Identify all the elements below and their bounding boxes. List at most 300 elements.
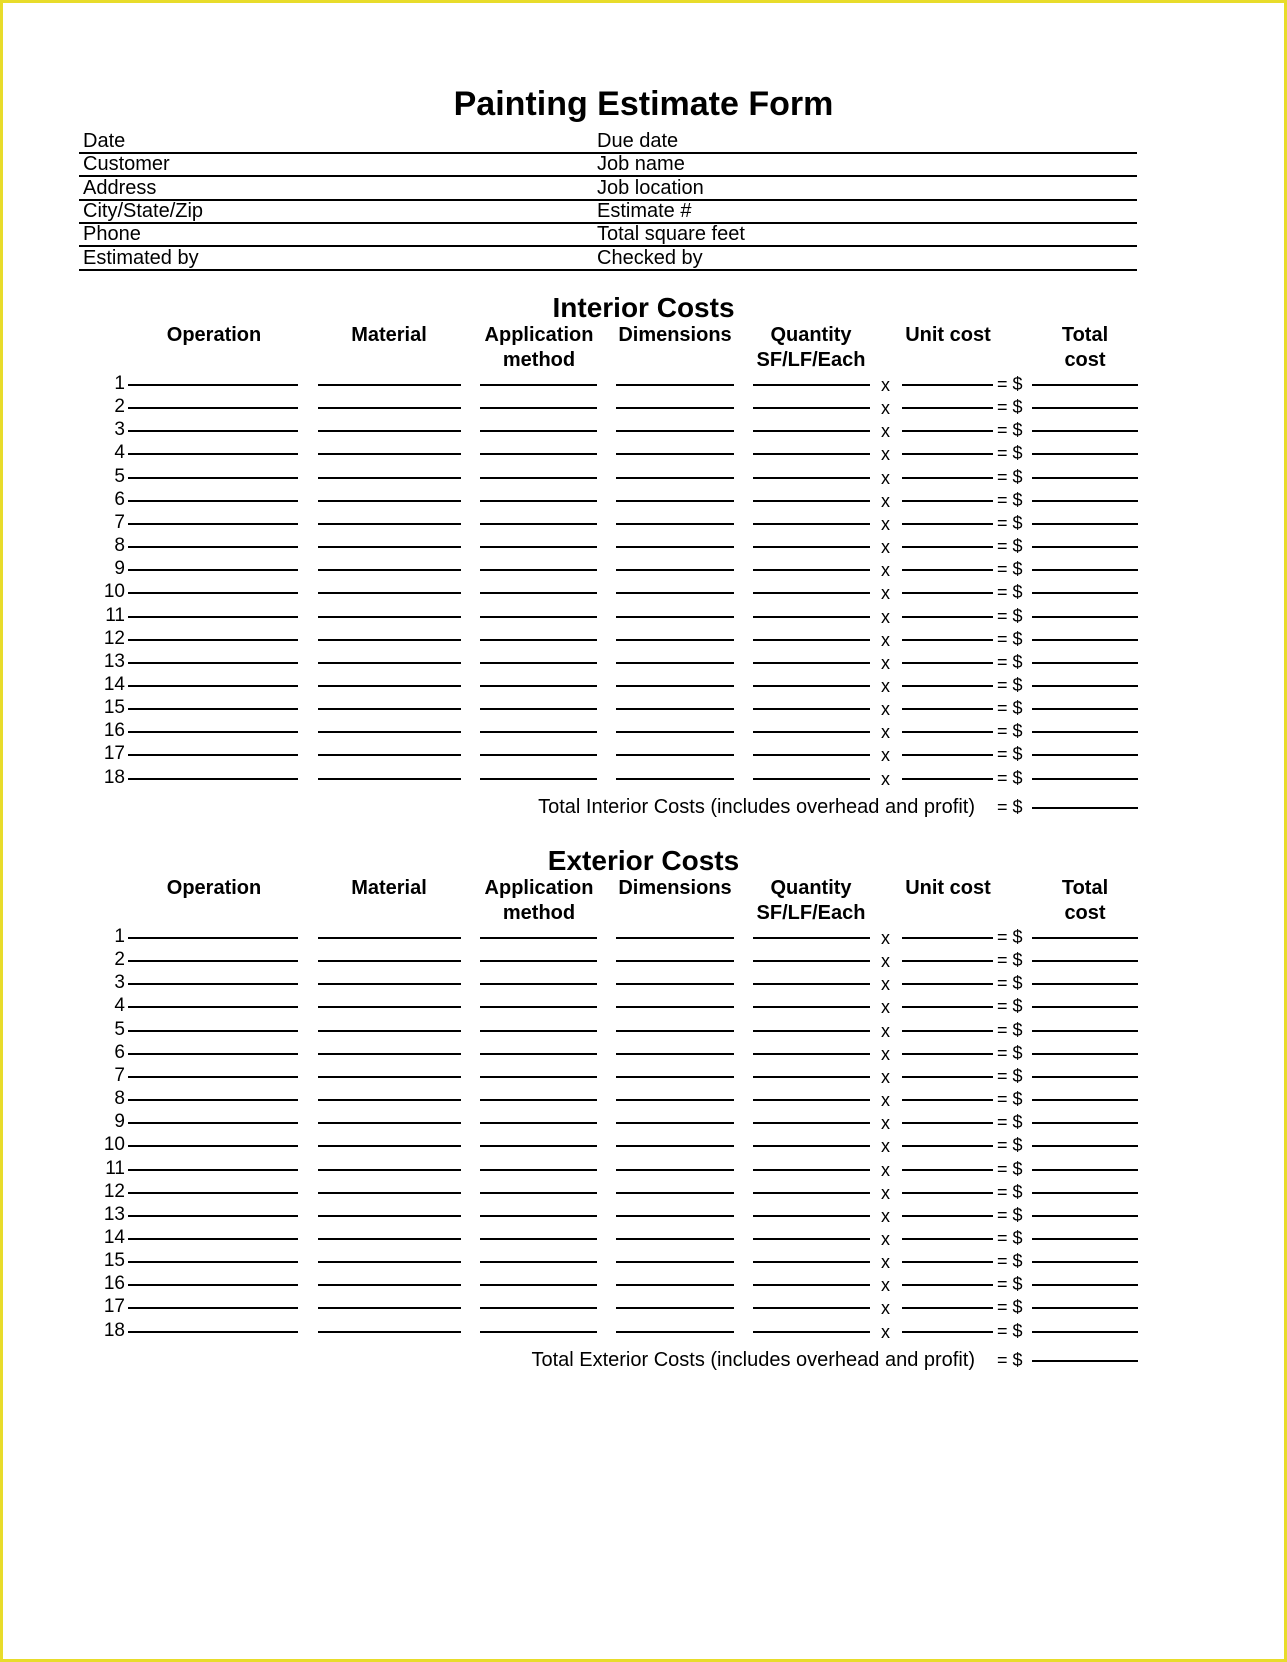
row-9-material-field[interactable] — [318, 1122, 461, 1124]
row-15-total-cost-field[interactable] — [1032, 708, 1138, 710]
row-2-dimensions-field[interactable] — [616, 960, 734, 962]
row-15-operation-field[interactable] — [128, 708, 298, 710]
row-4-unit-cost-field[interactable] — [902, 453, 993, 455]
row-10-quantity-sf-lf-each-field[interactable] — [753, 1145, 870, 1147]
row-13-operation-field[interactable] — [128, 662, 298, 664]
row-10-total-cost-field[interactable] — [1032, 592, 1138, 594]
row-2-quantity-sf-lf-each-field[interactable] — [753, 960, 870, 962]
row-6-dimensions-field[interactable] — [616, 1053, 734, 1055]
row-17-operation-field[interactable] — [128, 1307, 298, 1309]
row-1-operation-field[interactable] — [128, 937, 298, 939]
row-14-operation-field[interactable] — [128, 1238, 298, 1240]
row-9-application-method-field[interactable] — [480, 1122, 597, 1124]
row-1-dimensions-field[interactable] — [616, 384, 734, 386]
row-12-operation-field[interactable] — [128, 1192, 298, 1194]
row-11-quantity-sf-lf-each-field[interactable] — [753, 616, 870, 618]
row-14-operation-field[interactable] — [128, 685, 298, 687]
row-2-total-cost-field[interactable] — [1032, 407, 1138, 409]
row-3-material-field[interactable] — [318, 430, 461, 432]
row-7-material-field[interactable] — [318, 1076, 461, 1078]
row-9-dimensions-field[interactable] — [616, 569, 734, 571]
row-10-quantity-sf-lf-each-field[interactable] — [753, 592, 870, 594]
row-16-quantity-sf-lf-each-field[interactable] — [753, 731, 870, 733]
row-5-application-method-field[interactable] — [480, 1030, 597, 1032]
row-2-application-method-field[interactable] — [480, 407, 597, 409]
section-title: Interior Costs — [552, 292, 735, 323]
row-10-application-method-field[interactable] — [480, 592, 597, 594]
row-9-unit-cost-field[interactable] — [902, 1122, 993, 1124]
row-13-total-cost-field[interactable] — [1032, 662, 1138, 664]
row-17-operation-field[interactable] — [128, 754, 298, 756]
row-4-application-method-field[interactable] — [480, 453, 597, 455]
header-entry-line[interactable] — [79, 269, 1137, 271]
row-6-unit-cost-field[interactable] — [902, 500, 993, 502]
row-14-total-cost-field[interactable] — [1032, 685, 1138, 687]
row-4-dimensions-field[interactable] — [616, 1006, 734, 1008]
row-14-application-method-field[interactable] — [480, 1238, 597, 1240]
row-9-total-cost-field[interactable] — [1032, 1122, 1138, 1124]
row-7-operation-field[interactable] — [128, 1076, 298, 1078]
row-8-quantity-sf-lf-each-field[interactable] — [753, 546, 870, 548]
row-6-application-method-field[interactable] — [480, 1053, 597, 1055]
row-11-unit-cost-field[interactable] — [902, 1169, 993, 1171]
row-15-operation-field[interactable] — [128, 1261, 298, 1263]
row-4-total-cost-field[interactable] — [1032, 453, 1138, 455]
row-11-application-method-field[interactable] — [480, 1169, 597, 1171]
row-10-unit-cost-field[interactable] — [902, 592, 993, 594]
row-16-operation-field[interactable] — [128, 1284, 298, 1286]
row-12-material-field[interactable] — [318, 1192, 461, 1194]
row-14-material-field[interactable] — [318, 685, 461, 687]
row-16-operation-field[interactable] — [128, 731, 298, 733]
row-17-quantity-sf-lf-each-field[interactable] — [753, 754, 870, 756]
row-2-operation-field[interactable] — [128, 407, 298, 409]
multiply-sign: x — [881, 1298, 890, 1319]
row-17-dimensions-field[interactable] — [616, 754, 734, 756]
multiply-sign: x — [881, 675, 890, 696]
row-7-dimensions-field[interactable] — [616, 1076, 734, 1078]
row-10-operation-field[interactable] — [128, 1145, 298, 1147]
row-3-application-method-field[interactable] — [480, 983, 597, 985]
row-15-unit-cost-field[interactable] — [902, 1261, 993, 1263]
row-17-application-method-field[interactable] — [480, 1307, 597, 1309]
row-18-total-cost-field[interactable] — [1032, 1331, 1138, 1333]
row-3-operation-field[interactable] — [128, 430, 298, 432]
row-1-quantity-sf-lf-each-field[interactable] — [753, 384, 870, 386]
row-2-material-field[interactable] — [318, 407, 461, 409]
row-17-material-field[interactable] — [318, 754, 461, 756]
row-6-material-field[interactable] — [318, 1053, 461, 1055]
row-8-dimensions-field[interactable] — [616, 546, 734, 548]
row-number: 3 — [114, 972, 125, 994]
header-label-date: Date — [83, 130, 126, 152]
row-1-quantity-sf-lf-each-field[interactable] — [753, 937, 870, 939]
row-7-quantity-sf-lf-each-field[interactable] — [753, 523, 870, 525]
multiply-sign: x — [881, 1020, 890, 1041]
row-1-unit-cost-field[interactable] — [902, 937, 993, 939]
row-14-dimensions-field[interactable] — [616, 685, 734, 687]
row-10-application-method-field[interactable] — [480, 1145, 597, 1147]
total-equals-dollar-sign: = $ — [997, 796, 1023, 817]
row-16-material-field[interactable] — [318, 1284, 461, 1286]
multiply-sign: x — [881, 398, 890, 419]
row-10-material-field[interactable] — [318, 1145, 461, 1147]
row-6-operation-field[interactable] — [128, 1053, 298, 1055]
row-18-application-method-field[interactable] — [480, 778, 597, 780]
multiply-sign: x — [881, 490, 890, 511]
row-10-total-cost-field[interactable] — [1032, 1145, 1138, 1147]
row-7-total-cost-field[interactable] — [1032, 523, 1138, 525]
row-5-dimensions-field[interactable] — [616, 1030, 734, 1032]
column-header-unit-cost: Unit cost — [905, 877, 991, 899]
row-7-application-method-field[interactable] — [480, 523, 597, 525]
row-18-dimensions-field[interactable] — [616, 1331, 734, 1333]
row-13-total-cost-field[interactable] — [1032, 1215, 1138, 1217]
row-13-application-method-field[interactable] — [480, 662, 597, 664]
row-4-unit-cost-field[interactable] — [902, 1006, 993, 1008]
row-3-unit-cost-field[interactable] — [902, 983, 993, 985]
row-17-quantity-sf-lf-each-field[interactable] — [753, 1307, 870, 1309]
row-8-total-cost-field[interactable] — [1032, 546, 1138, 548]
row-1-total-cost-field[interactable] — [1032, 937, 1138, 939]
row-13-quantity-sf-lf-each-field[interactable] — [753, 1215, 870, 1217]
row-4-application-method-field[interactable] — [480, 1006, 597, 1008]
row-18-quantity-sf-lf-each-field[interactable] — [753, 778, 870, 780]
equals-dollar-sign: = $ — [997, 721, 1023, 742]
row-6-total-cost-field[interactable] — [1032, 1053, 1138, 1055]
row-6-total-cost-field[interactable] — [1032, 500, 1138, 502]
row-13-quantity-sf-lf-each-field[interactable] — [753, 662, 870, 664]
row-5-quantity-sf-lf-each-field[interactable] — [753, 1030, 870, 1032]
row-1-material-field[interactable] — [318, 937, 461, 939]
row-6-unit-cost-field[interactable] — [902, 1053, 993, 1055]
row-12-quantity-sf-lf-each-field[interactable] — [753, 639, 870, 641]
row-14-quantity-sf-lf-each-field[interactable] — [753, 685, 870, 687]
multiply-sign: x — [881, 1159, 890, 1180]
equals-dollar-sign: = $ — [997, 767, 1023, 788]
row-5-unit-cost-field[interactable] — [902, 1030, 993, 1032]
row-3-quantity-sf-lf-each-field[interactable] — [753, 430, 870, 432]
row-15-dimensions-field[interactable] — [616, 708, 734, 710]
row-8-application-method-field[interactable] — [480, 1099, 597, 1101]
section-total-field[interactable] — [1032, 807, 1138, 809]
row-12-operation-field[interactable] — [128, 639, 298, 641]
row-17-unit-cost-field[interactable] — [902, 754, 993, 756]
row-12-quantity-sf-lf-each-field[interactable] — [753, 1192, 870, 1194]
row-8-unit-cost-field[interactable] — [902, 1099, 993, 1101]
row-1-application-method-field[interactable] — [480, 384, 597, 386]
row-9-operation-field[interactable] — [128, 1122, 298, 1124]
row-10-material-field[interactable] — [318, 592, 461, 594]
row-3-total-cost-field[interactable] — [1032, 430, 1138, 432]
row-7-material-field[interactable] — [318, 523, 461, 525]
row-18-quantity-sf-lf-each-field[interactable] — [753, 1331, 870, 1333]
row-3-operation-field[interactable] — [128, 983, 298, 985]
row-8-operation-field[interactable] — [128, 1099, 298, 1101]
row-3-total-cost-field[interactable] — [1032, 983, 1138, 985]
row-4-material-field[interactable] — [318, 1006, 461, 1008]
row-14-total-cost-field[interactable] — [1032, 1238, 1138, 1240]
row-4-total-cost-field[interactable] — [1032, 1006, 1138, 1008]
row-16-unit-cost-field[interactable] — [902, 1284, 993, 1286]
row-15-material-field[interactable] — [318, 708, 461, 710]
row-17-unit-cost-field[interactable] — [902, 1307, 993, 1309]
row-13-operation-field[interactable] — [128, 1215, 298, 1217]
row-8-material-field[interactable] — [318, 546, 461, 548]
header-label-phone: Phone — [83, 223, 141, 246]
row-7-quantity-sf-lf-each-field[interactable] — [753, 1076, 870, 1078]
row-10-dimensions-field[interactable] — [616, 1145, 734, 1147]
row-16-material-field[interactable] — [318, 731, 461, 733]
row-17-material-field[interactable] — [318, 1307, 461, 1309]
row-4-dimensions-field[interactable] — [616, 453, 734, 455]
row-2-material-field[interactable] — [318, 960, 461, 962]
row-12-unit-cost-field[interactable] — [902, 1192, 993, 1194]
row-5-material-field[interactable] — [318, 477, 461, 479]
row-12-dimensions-field[interactable] — [616, 1192, 734, 1194]
row-11-dimensions-field[interactable] — [616, 616, 734, 618]
row-15-quantity-sf-lf-each-field[interactable] — [753, 708, 870, 710]
column-header-quantity-sf-lf-each: Quantity SF/LF/Each — [756, 324, 866, 371]
equals-dollar-sign: = $ — [997, 397, 1023, 418]
equals-dollar-sign: = $ — [997, 698, 1023, 719]
row-7-unit-cost-field[interactable] — [902, 523, 993, 525]
multiply-sign: x — [881, 560, 890, 581]
row-15-total-cost-field[interactable] — [1032, 1261, 1138, 1263]
row-18-dimensions-field[interactable] — [616, 778, 734, 780]
row-14-application-method-field[interactable] — [480, 685, 597, 687]
row-12-total-cost-field[interactable] — [1032, 1192, 1138, 1194]
row-18-unit-cost-field[interactable] — [902, 1331, 993, 1333]
row-17-application-method-field[interactable] — [480, 754, 597, 756]
row-2-unit-cost-field[interactable] — [902, 960, 993, 962]
row-10-operation-field[interactable] — [128, 592, 298, 594]
row-9-unit-cost-field[interactable] — [902, 569, 993, 571]
row-13-material-field[interactable] — [318, 1215, 461, 1217]
row-3-material-field[interactable] — [318, 983, 461, 985]
row-17-total-cost-field[interactable] — [1032, 754, 1138, 756]
row-1-material-field[interactable] — [318, 384, 461, 386]
row-16-quantity-sf-lf-each-field[interactable] — [753, 1284, 870, 1286]
row-18-operation-field[interactable] — [128, 778, 298, 780]
row-1-total-cost-field[interactable] — [1032, 384, 1138, 386]
row-18-total-cost-field[interactable] — [1032, 778, 1138, 780]
row-11-total-cost-field[interactable] — [1032, 1169, 1138, 1171]
column-header-dimensions: Dimensions — [618, 324, 732, 346]
row-15-dimensions-field[interactable] — [616, 1261, 734, 1263]
row-1-dimensions-field[interactable] — [616, 937, 734, 939]
column-header-total-cost: Total cost — [1061, 324, 1109, 371]
row-14-dimensions-field[interactable] — [616, 1238, 734, 1240]
row-11-quantity-sf-lf-each-field[interactable] — [753, 1169, 870, 1171]
row-9-quantity-sf-lf-each-field[interactable] — [753, 569, 870, 571]
row-8-unit-cost-field[interactable] — [902, 546, 993, 548]
row-16-dimensions-field[interactable] — [616, 1284, 734, 1286]
row-5-unit-cost-field[interactable] — [902, 477, 993, 479]
row-9-application-method-field[interactable] — [480, 569, 597, 571]
multiply-sign: x — [881, 1090, 890, 1111]
row-2-total-cost-field[interactable] — [1032, 960, 1138, 962]
row-18-unit-cost-field[interactable] — [902, 778, 993, 780]
row-16-application-method-field[interactable] — [480, 1284, 597, 1286]
row-4-operation-field[interactable] — [128, 453, 298, 455]
row-2-quantity-sf-lf-each-field[interactable] — [753, 407, 870, 409]
row-11-application-method-field[interactable] — [480, 616, 597, 618]
row-5-material-field[interactable] — [318, 1030, 461, 1032]
equals-dollar-sign: = $ — [997, 443, 1023, 464]
row-6-material-field[interactable] — [318, 500, 461, 502]
row-15-quantity-sf-lf-each-field[interactable] — [753, 1261, 870, 1263]
row-6-dimensions-field[interactable] — [616, 500, 734, 502]
row-3-application-method-field[interactable] — [480, 430, 597, 432]
row-5-operation-field[interactable] — [128, 1030, 298, 1032]
row-4-material-field[interactable] — [318, 453, 461, 455]
row-12-total-cost-field[interactable] — [1032, 639, 1138, 641]
row-1-application-method-field[interactable] — [480, 937, 597, 939]
row-3-dimensions-field[interactable] — [616, 430, 734, 432]
multiply-sign: x — [881, 513, 890, 534]
row-number: 1 — [114, 373, 125, 394]
row-10-dimensions-field[interactable] — [616, 592, 734, 594]
row-9-dimensions-field[interactable] — [616, 1122, 734, 1124]
row-6-application-method-field[interactable] — [480, 500, 597, 502]
equals-dollar-sign: = $ — [997, 1274, 1023, 1295]
row-11-material-field[interactable] — [318, 616, 461, 618]
row-16-total-cost-field[interactable] — [1032, 1284, 1138, 1286]
row-13-unit-cost-field[interactable] — [902, 662, 993, 664]
row-3-unit-cost-field[interactable] — [902, 430, 993, 432]
multiply-sign: x — [881, 699, 890, 720]
equals-dollar-sign: = $ — [997, 536, 1023, 557]
row-9-total-cost-field[interactable] — [1032, 569, 1138, 571]
equals-dollar-sign: = $ — [997, 1135, 1023, 1156]
row-11-dimensions-field[interactable] — [616, 1169, 734, 1171]
row-18-material-field[interactable] — [318, 778, 461, 780]
row-6-quantity-sf-lf-each-field[interactable] — [753, 500, 870, 502]
row-8-quantity-sf-lf-each-field[interactable] — [753, 1099, 870, 1101]
row-5-dimensions-field[interactable] — [616, 477, 734, 479]
row-13-material-field[interactable] — [318, 662, 461, 664]
row-2-application-method-field[interactable] — [480, 960, 597, 962]
row-7-unit-cost-field[interactable] — [902, 1076, 993, 1078]
column-header-unit-cost: Unit cost — [905, 324, 991, 346]
row-18-operation-field[interactable] — [128, 1331, 298, 1333]
row-12-application-method-field[interactable] — [480, 1192, 597, 1194]
header-label-customer: Customer — [83, 153, 170, 176]
row-11-unit-cost-field[interactable] — [902, 616, 993, 618]
row-12-unit-cost-field[interactable] — [902, 639, 993, 641]
row-14-unit-cost-field[interactable] — [902, 1238, 993, 1240]
row-8-dimensions-field[interactable] — [616, 1099, 734, 1101]
row-11-operation-field[interactable] — [128, 1169, 298, 1171]
row-number: 8 — [114, 535, 125, 557]
row-14-quantity-sf-lf-each-field[interactable] — [753, 1238, 870, 1240]
column-header-application-method: Application method — [484, 324, 594, 371]
row-9-quantity-sf-lf-each-field[interactable] — [753, 1122, 870, 1124]
row-number: 12 — [103, 1180, 125, 1202]
row-16-application-method-field[interactable] — [480, 731, 597, 733]
row-8-total-cost-field[interactable] — [1032, 1099, 1138, 1101]
row-14-unit-cost-field[interactable] — [902, 685, 993, 687]
row-15-unit-cost-field[interactable] — [902, 708, 993, 710]
equals-dollar-sign: = $ — [997, 950, 1023, 971]
row-4-quantity-sf-lf-each-field[interactable] — [753, 453, 870, 455]
column-header-dimensions: Dimensions — [618, 877, 732, 899]
page-title: Painting Estimate Form — [453, 85, 834, 123]
row-8-application-method-field[interactable] — [480, 546, 597, 548]
row-3-quantity-sf-lf-each-field[interactable] — [753, 983, 870, 985]
row-7-application-method-field[interactable] — [480, 1076, 597, 1078]
row-11-material-field[interactable] — [318, 1169, 461, 1171]
row-13-dimensions-field[interactable] — [616, 1215, 734, 1217]
row-number: 7 — [114, 1064, 125, 1086]
row-number: 2 — [114, 396, 125, 418]
row-5-quantity-sf-lf-each-field[interactable] — [753, 477, 870, 479]
row-16-unit-cost-field[interactable] — [902, 731, 993, 733]
row-7-operation-field[interactable] — [128, 523, 298, 525]
row-10-unit-cost-field[interactable] — [902, 1145, 993, 1147]
row-12-dimensions-field[interactable] — [616, 639, 734, 641]
row-2-dimensions-field[interactable] — [616, 407, 734, 409]
row-1-operation-field[interactable] — [128, 384, 298, 386]
row-17-total-cost-field[interactable] — [1032, 1307, 1138, 1309]
row-5-operation-field[interactable] — [128, 477, 298, 479]
row-16-dimensions-field[interactable] — [616, 731, 734, 733]
section-total-field[interactable] — [1032, 1360, 1138, 1362]
row-6-quantity-sf-lf-each-field[interactable] — [753, 1053, 870, 1055]
row-4-quantity-sf-lf-each-field[interactable] — [753, 1006, 870, 1008]
row-13-dimensions-field[interactable] — [616, 662, 734, 664]
row-12-application-method-field[interactable] — [480, 639, 597, 641]
row-18-material-field[interactable] — [318, 1331, 461, 1333]
row-1-unit-cost-field[interactable] — [902, 384, 993, 386]
row-6-operation-field[interactable] — [128, 500, 298, 502]
row-15-application-method-field[interactable] — [480, 708, 597, 710]
row-5-total-cost-field[interactable] — [1032, 1030, 1138, 1032]
row-13-unit-cost-field[interactable] — [902, 1215, 993, 1217]
column-header-material: Material — [351, 324, 427, 346]
row-14-material-field[interactable] — [318, 1238, 461, 1240]
row-3-dimensions-field[interactable] — [616, 983, 734, 985]
row-9-operation-field[interactable] — [128, 569, 298, 571]
row-2-operation-field[interactable] — [128, 960, 298, 962]
row-2-unit-cost-field[interactable] — [902, 407, 993, 409]
row-12-material-field[interactable] — [318, 639, 461, 641]
row-11-total-cost-field[interactable] — [1032, 616, 1138, 618]
row-5-application-method-field[interactable] — [480, 477, 597, 479]
row-8-material-field[interactable] — [318, 1099, 461, 1101]
row-18-application-method-field[interactable] — [480, 1331, 597, 1333]
row-7-total-cost-field[interactable] — [1032, 1076, 1138, 1078]
header-label-due-date: Due date — [597, 130, 679, 152]
multiply-sign: x — [881, 375, 890, 395]
row-15-application-method-field[interactable] — [480, 1261, 597, 1263]
row-8-operation-field[interactable] — [128, 546, 298, 548]
row-15-material-field[interactable] — [318, 1261, 461, 1263]
row-16-total-cost-field[interactable] — [1032, 731, 1138, 733]
equals-dollar-sign: = $ — [997, 1112, 1023, 1133]
row-4-operation-field[interactable] — [128, 1006, 298, 1008]
row-13-application-method-field[interactable] — [480, 1215, 597, 1217]
equals-dollar-sign: = $ — [997, 996, 1023, 1017]
column-header-application-method: Application method — [484, 877, 594, 924]
row-9-material-field[interactable] — [318, 569, 461, 571]
multiply-sign: x — [881, 1043, 890, 1064]
row-5-total-cost-field[interactable] — [1032, 477, 1138, 479]
row-7-dimensions-field[interactable] — [616, 523, 734, 525]
row-17-dimensions-field[interactable] — [616, 1307, 734, 1309]
row-11-operation-field[interactable] — [128, 616, 298, 618]
